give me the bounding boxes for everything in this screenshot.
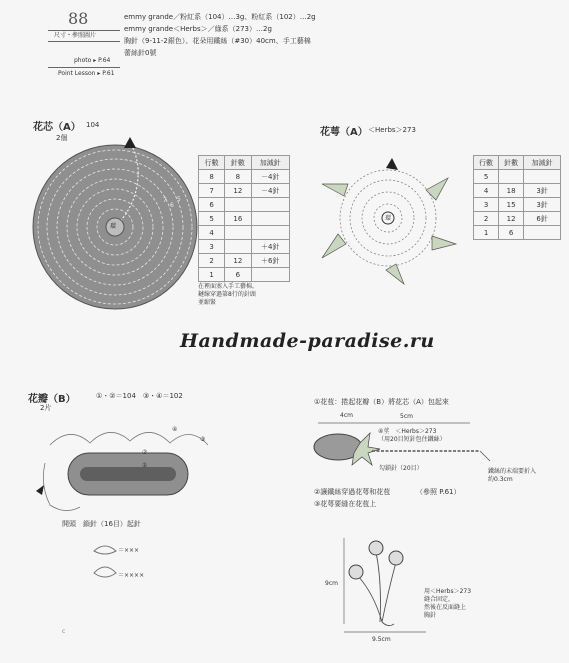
finished-brooch-diagram	[336, 532, 436, 640]
round-marker: 5	[177, 196, 181, 203]
table-row: 4 18 3針	[474, 184, 561, 198]
material-line: 胸針（9-11-2銀色）、花朵用鐵絲（#30）40cm、手工藝棉	[124, 37, 311, 45]
sepal-point	[322, 184, 348, 196]
dimension-9cm: 9cm	[325, 580, 338, 587]
sepal-point	[432, 236, 456, 250]
core-color-code: 104	[86, 121, 100, 129]
core-title: 花芯（A）	[33, 122, 81, 133]
petal-symbol-icons	[92, 543, 118, 583]
photo-reference: photo ▸ P.64	[74, 57, 111, 64]
flower-bud-icon	[389, 551, 403, 565]
petal-colors: ①・②＝104 ③・④＝102	[96, 392, 183, 400]
materials-list	[124, 13, 424, 58]
point-lesson-reference: Point Lesson ▸ P.61	[58, 70, 115, 77]
petal-round-label: ③	[200, 436, 206, 443]
table-row: 2 12 ＋6針	[199, 254, 290, 268]
column-header: 加減針	[251, 156, 290, 170]
symbol-legend: ＝×××	[118, 547, 140, 554]
column-header: 針數	[225, 156, 251, 170]
final-assembly-note: 用＜Herbs＞273 縫合固定， 然後在反面縫上 胸針	[424, 588, 472, 619]
column-header: 行數	[199, 156, 225, 170]
calyx-row-table	[473, 155, 561, 240]
table-row: 3 ＋4針	[199, 240, 290, 254]
dimension-5cm: 5cm	[400, 413, 413, 420]
column-header: 加減針	[524, 156, 561, 170]
flower-bud-icon	[349, 565, 363, 579]
assembly-step-2: ②讓鐵絲穿過花萼和花苞	[314, 488, 391, 496]
table-row: 5 16	[199, 212, 290, 226]
chain-stitch-label: 勾鎖針（20目）	[379, 465, 423, 472]
round-marker: 6	[170, 202, 174, 209]
core-finishing-note: 在裡面塞入手工藝棉， 鏈線穿過第8行的針頭 並縮緊	[198, 283, 259, 306]
size-reference: 尺寸・參照圖片	[54, 32, 97, 39]
table-row: 2 12 6針	[474, 212, 561, 226]
symbol-legend: ＝××××	[118, 572, 145, 579]
column-header: 針數	[499, 156, 524, 170]
assembly-step-4: ④莖 ＜Herbs＞273 （用20目短針包住鐵絲）	[378, 428, 446, 443]
table-row: 1 6	[199, 268, 290, 282]
material-line: emmy grande＜Herbs＞／綠系（273）…2g	[124, 25, 272, 33]
table-row: 6	[199, 198, 290, 212]
core-row-table	[198, 155, 290, 282]
watermark-text: Handmade-paradise.ru	[180, 330, 435, 352]
calyx-color-code: ＜Herbs＞273	[368, 126, 416, 134]
table-row: 7 12 －4針	[199, 184, 290, 198]
material-line: 蕾絲針0號	[124, 49, 157, 57]
sepal-point	[426, 178, 448, 200]
table-row: 1 6	[474, 226, 561, 240]
petal-round-label: ④	[172, 426, 178, 433]
page-number: 88	[68, 9, 89, 28]
petal-title: 花瓣（B）	[28, 394, 76, 405]
calyx-title: 花萼（A）	[320, 127, 368, 138]
start-arrow-icon	[36, 485, 44, 495]
core-count: 2個	[56, 134, 68, 142]
material-line: emmy grande／粉紅系（104）…3g、粉紅系（102）…2g	[124, 13, 316, 21]
start-arrow-icon	[386, 158, 398, 170]
petal-round-label: ②	[142, 449, 148, 456]
petal-round-label: ①	[142, 462, 148, 469]
table-row: 4	[199, 226, 290, 240]
footer-mark: c	[62, 628, 66, 635]
calyx-center-label: 環	[385, 215, 392, 222]
sepal-point	[322, 234, 346, 258]
shell-symbol-icon	[94, 567, 116, 577]
petal-start-note: 開頭 鎖針（16目）起針	[62, 520, 141, 528]
shell-symbol-icon	[94, 546, 116, 554]
dimension-4cm: 4cm	[340, 412, 353, 419]
assembly-step-3: ③花萼要縫在花苞上	[314, 500, 377, 508]
round-marker: 7	[163, 197, 167, 204]
petal-crochet-chart	[30, 415, 220, 525]
assembly-step-2-ref: （參照 P.61）	[416, 488, 461, 496]
dimension-9-5cm: 9.5cm	[372, 636, 391, 643]
table-row: 3 15 3針	[474, 198, 561, 212]
core-center-label: 環	[110, 223, 117, 230]
table-row: 8 8 －4針	[199, 170, 290, 184]
petal-count: 2片	[40, 404, 52, 412]
calyx-shape	[352, 433, 380, 465]
table-row: 5	[474, 170, 561, 184]
petal-chain-row	[80, 467, 176, 481]
column-header: 行數	[474, 156, 499, 170]
assembly-step-1: ①花苞：捲起花瓣（B）將花芯（A）包起來	[314, 398, 449, 406]
wire-end-note: 鐵絲的末端要折入 約0.3cm	[488, 468, 537, 483]
flower-bud-icon	[369, 541, 383, 555]
start-arrow-icon	[124, 137, 136, 148]
sepal-point	[386, 264, 404, 284]
